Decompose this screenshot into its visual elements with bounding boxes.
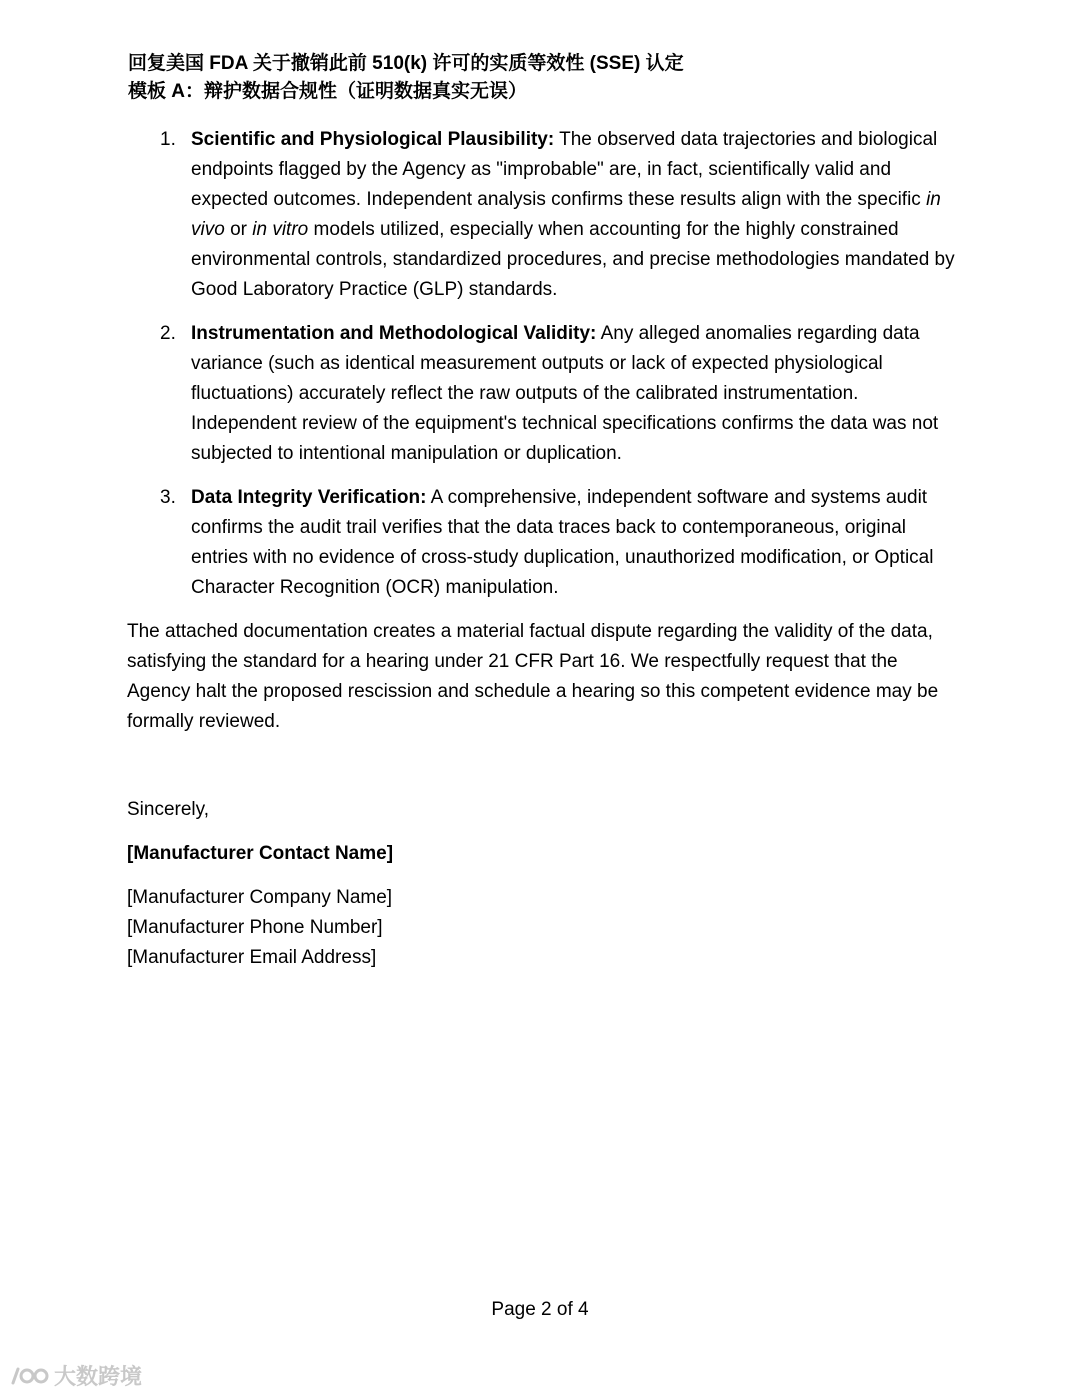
list-item <box>160 125 960 305</box>
document-header <box>128 50 684 106</box>
list-item-text: Any alleged anomalies regarding data variance (such as identical measurement outputs or lack of expected physiological fluctuations) accurately reflect the raw outputs of the calibrated instrumentation. Independent review of the equipment's technical specifications confirms the data was not subjected to intentional manipulation or duplication. <box>191 323 939 464</box>
list-item-number: 1. <box>160 129 176 150</box>
email-address: [Manufacturer Email Address] <box>127 947 377 968</box>
page-number: Page 2 of 4 <box>491 1299 589 1320</box>
list-item-number: 3. <box>160 487 176 508</box>
argument-list <box>160 125 960 617</box>
emphasis-in-vitro: in vitro <box>252 219 309 240</box>
contact-name: [Manufacturer Contact Name] <box>127 843 394 864</box>
emphasis-in-vivo: in vivo <box>191 189 941 240</box>
contact-details <box>127 883 392 973</box>
watermark-logo-icon <box>10 1363 50 1389</box>
list-item-heading: Instrumentation and Methodological Validity: <box>191 323 597 344</box>
list-item-heading: Data Integrity Verification: <box>191 487 427 508</box>
list-item <box>160 319 960 469</box>
phone-number: [Manufacturer Phone Number] <box>127 917 383 938</box>
list-item-text: models utilized, especially when accounting for the highly constrained environmental controls, standardized procedures, and precise methodologies mandated by Good Laboratory Practice (GLP) standards. <box>191 219 955 300</box>
closing-paragraph: The attached documentation creates a material factual dispute regarding the validity of the data, satisfying the standard for a hearing under 21 CFR Part 16. We respectfully request that the Agency halt the proposed rescission and schedule a hearing so this competent evidence may be formally reviewed. <box>127 621 939 732</box>
company-name: [Manufacturer Company Name] <box>127 887 393 908</box>
list-item-text: The observed data trajectories and biological endpoints flagged by the Agency as "improbable" are, in fact, scientifically valid and expected outcomes. Independent analysis confirms these results align with the specific <box>191 129 938 210</box>
header-title: 回复美国 FDA 关于撤销此前 510(k) 许可的实质等效性 (SSE) 认定 <box>128 53 684 74</box>
list-item <box>160 483 960 603</box>
watermark <box>10 1360 142 1391</box>
header-subtitle: 模板 A：辩护数据合规性（证明数据真实无误） <box>128 81 528 102</box>
list-item-heading: Scientific and Physiological Plausibility: <box>191 129 555 150</box>
watermark-text: 大数跨境 <box>54 1364 143 1389</box>
list-item-text: A comprehensive, independent software and systems audit confirms the audit trail verifies that the data traces back to contemporaneous, original entries with no evidence of cross-study duplication, unauthorized modification, or Optical Character Recognition (OCR) manipulation. <box>191 487 934 598</box>
list-item-text: or <box>224 219 253 240</box>
signoff: Sincerely, <box>127 799 210 820</box>
list-item-number: 2. <box>160 323 176 344</box>
